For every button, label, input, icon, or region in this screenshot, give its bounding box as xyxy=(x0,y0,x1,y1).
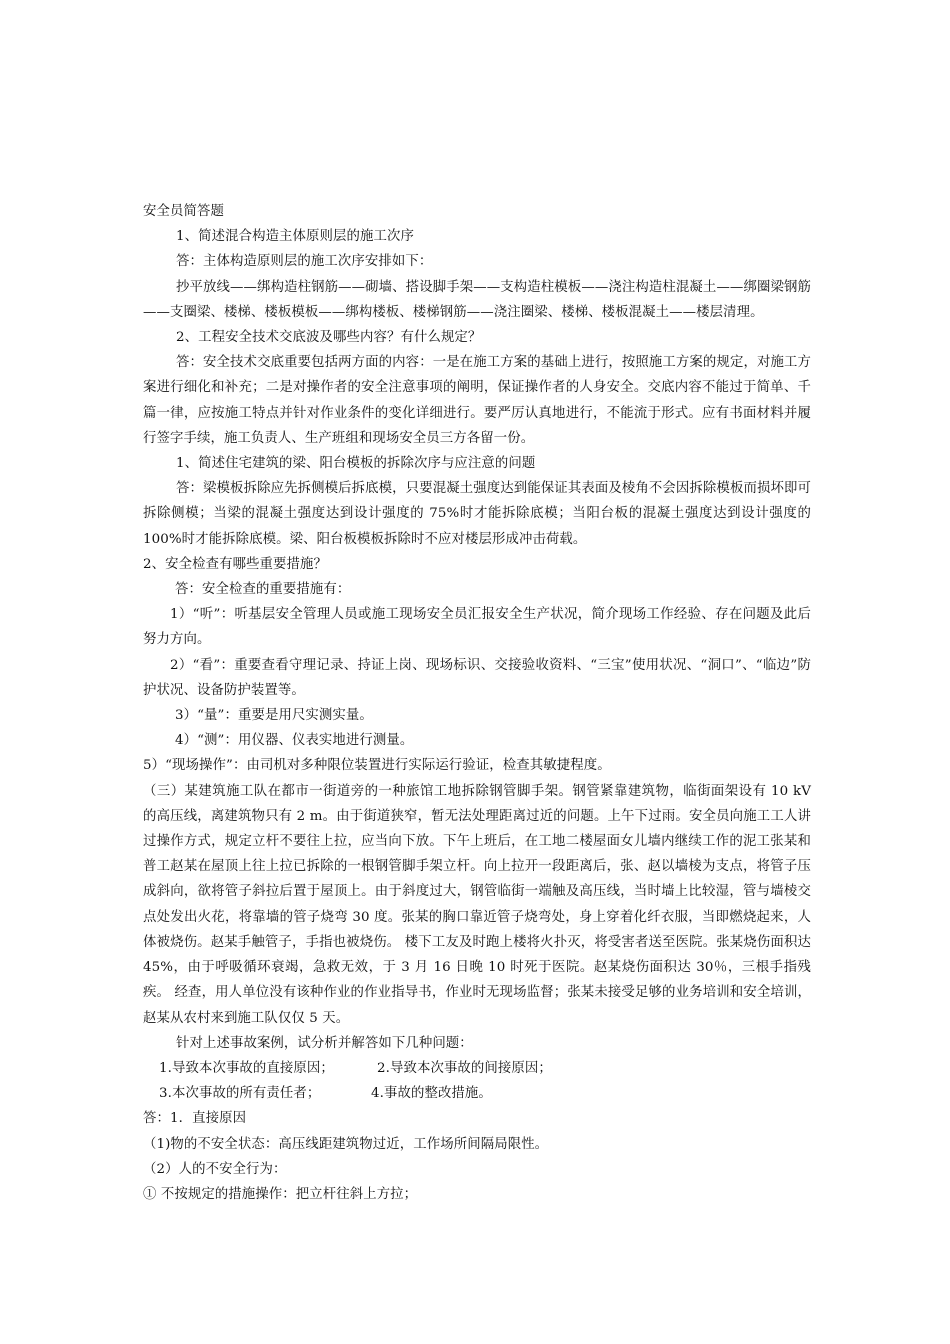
case-question-1: 1.导致本次事故的直接原因； xyxy=(159,1060,334,1076)
case-questions-row-1 xyxy=(143,1056,811,1081)
document-title: 安全员简答题 xyxy=(143,204,224,219)
answer-4-item-3: 3）“量”：重要是用尺实测实量。 xyxy=(175,708,373,724)
answer-2-text: 答：安全技术交底重要包括两方面的内容：一是在施工方案的基础上进行，按照施工方案的规定，对施工方案进行细化和补充；二是对操作者的安全注意事项的阐明，保证操作者的人身安全。交底内容不能过于简单、千篇一律，应按施工特点并针对作业条件的变化详细进行。要严厉认真地进行，不能流于形式。应有书面材料并履行签字手续，施工负责人、生产班组和现场安全员三方各留一份。 xyxy=(143,355,811,446)
answer-3-text: 答：梁模板拆除应先拆侧模后拆底模，只要混凝土强度达到能保证其表面及棱角不会因拆除模板而损坏即可拆除侧模；当梁的混凝土强度达到设计强度的 75%时才能拆除底模；当阳台板的混凝土强度达到设计强度的 100%时才能拆除底模。梁、阳台板模板拆除时不应对楼层形成冲击荷载。 xyxy=(143,481,811,547)
question-1-title: 1、简述混合构造主体原则层的施工次序 xyxy=(176,229,414,245)
case-answer-item-2: （2）人的不安全行为： xyxy=(143,1161,287,1177)
answer-4-item-5: 5）“现场操作”：由司机对多种限位装置进行实际运行验证，检查其敏捷程度。 xyxy=(143,758,611,774)
case-answer-item-2-1: ① 不按规定的措施操作：把立杆往斜上方拉； xyxy=(143,1186,418,1202)
document-body xyxy=(143,199,811,1207)
answer-4-intro: 答：安全检查的重要措施有： xyxy=(175,582,351,598)
case-answer-item-1: （1)物的不安全状态：高压线距建筑物过近，工作场所间隔局限性。 xyxy=(143,1136,549,1152)
case-question-3: 3.本次事故的所有责任者； xyxy=(159,1086,321,1102)
answer-1-sequence: 抄平放线——绑构造柱钢筋——砌墙、搭设脚手架——支构造柱模板——浇注构造柱混凝土——绑圈梁钢筋——支圈梁、楼梯、楼板模板——绑构楼板、楼梯钢筋——浇注圈梁、楼梯、楼板混凝土——楼层清理。 xyxy=(143,279,811,320)
case-answer-heading: 答：1．直接原因 xyxy=(143,1111,247,1127)
case-question-4: 4.事故的整改措施。 xyxy=(371,1086,492,1102)
answer-1-intro: 答：主体构造原则层的施工次序安排如下： xyxy=(176,254,433,270)
case-description: （三）某建筑施工队在都市一街道旁的一种旅馆工地拆除钢管脚手架。钢管紧靠建筑物，临街面架设有 10 kV 的高压线，离建筑物只有 2 m。由于街道狭窄，暂无法处理距离过近的问题。上午下过雨。安全员向施工工人讲过操作方式，规定立杆不要往上拉，应当向下放。下午上班后，在工地二楼屋面女儿墙内继续工作的泥工张某和普工赵某在屋顶上往上拉已拆除的一根钢管脚手架立杆。向上拉开一段距离后，张、赵以墙棱为支点，将管子压成斜向，欲将管子斜拉后置于屋顶上。由于斜度过大，钢管临街一端触及高压线，当时墙上比较湿，管与墙棱交点处发出火花，将靠墙的管子烧弯 30 度。张某的胸口靠近管子烧弯处，身上穿着化纤衣服，当即燃烧起来，人体被烧伤。赵某手触管子，手指也被烧伤。 楼下工友及时跑上楼将火扑灭，将受害者送至医院。张某烧伤面积达 45%，由于呼吸循环衰竭，急救无效，于 3 月 16 日晚 10 时死于医院。赵某烧伤面积达 30％，三根手指残疾。 经查，用人单位没有该种作业的作业指导书，作业时无现场监督；张某未接受足够的业务培训和安全培训，赵某从农村来到施工队仅仅 5 天。 xyxy=(143,783,811,1026)
answer-4-item-2: 2）“看”：重要查看守理记录、持证上岗、现场标识、交接验收资料、“三宝”使用状况、“洞口”、“临边”防护状况、设备防护装置等。 xyxy=(143,657,811,698)
question-2-title: 2、工程安全技术交底波及哪些内容？有什么规定？ xyxy=(176,330,482,346)
case-questions-row-2 xyxy=(143,1081,811,1106)
question-3-title: 1、简述住宅建筑的梁、阳台模板的拆除次序与应注意的问题 xyxy=(176,456,536,472)
case-question-2: 2.导致本次事故的间接原因； xyxy=(377,1060,552,1076)
question-4-title: 2、安全检查有哪些重要措施？ xyxy=(143,556,327,572)
case-question-intro: 针对上述事故案例，试分析并解答如下几种问题： xyxy=(176,1035,473,1051)
answer-4-item-4: 4）“测”：用仪器、仪表实地进行测量。 xyxy=(175,733,414,749)
answer-4-item-1: 1）“听”：听基层安全管理人员或施工现场安全员汇报安全生产状况，简介现场工作经验、存在问题及此后努力方向。 xyxy=(143,607,811,648)
